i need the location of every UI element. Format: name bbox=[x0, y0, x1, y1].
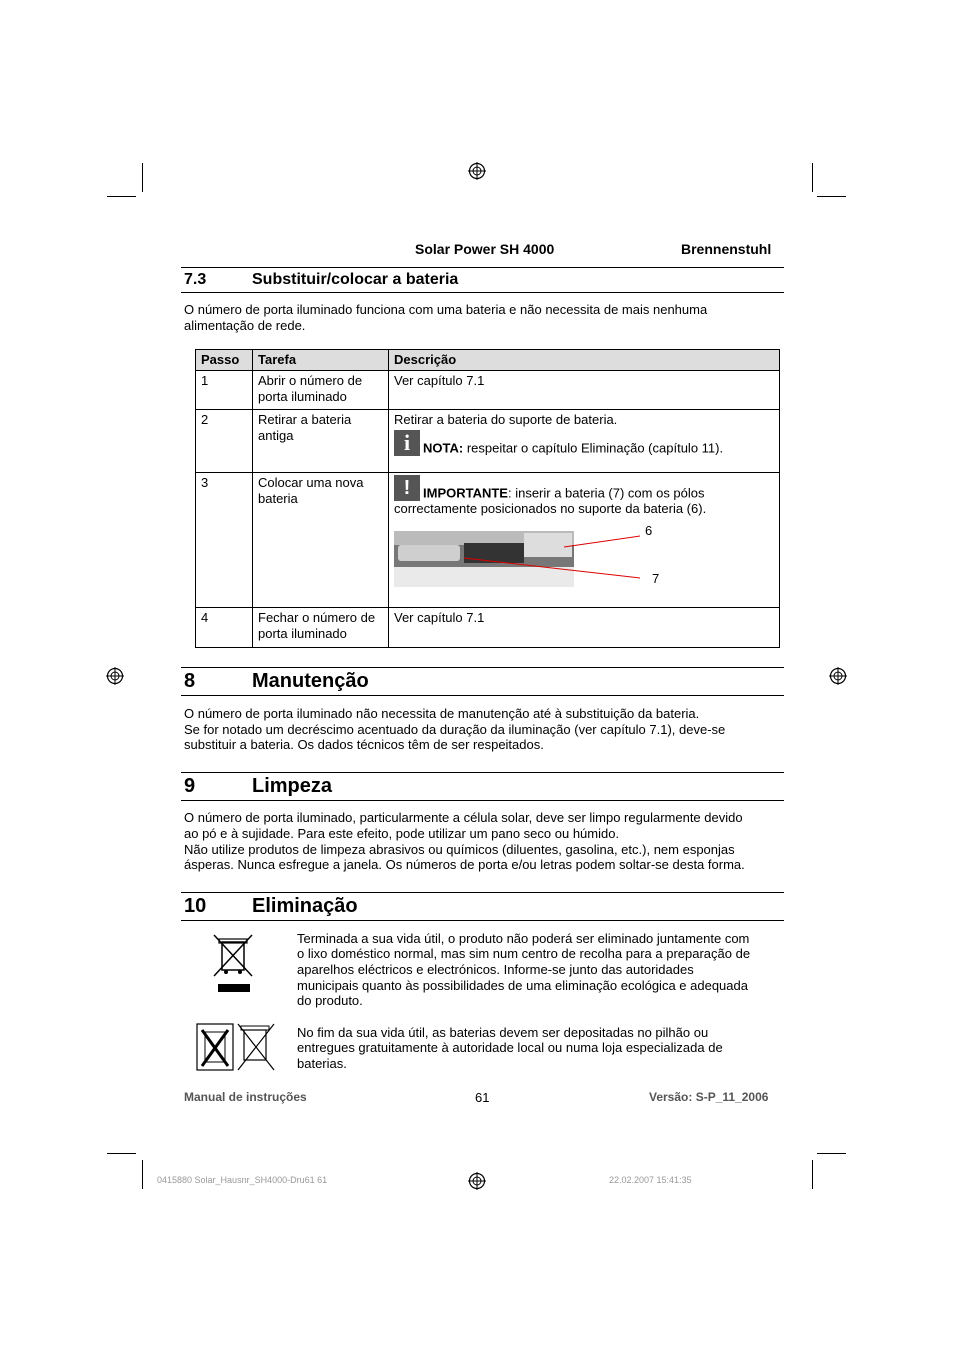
table-header-row bbox=[196, 350, 780, 371]
crop-mark bbox=[817, 1153, 846, 1154]
section-title: Manutenção bbox=[252, 670, 369, 692]
task-cell: Fechar o número de porta iluminado bbox=[253, 608, 389, 648]
description-text: Retirar a bateria do suporte de bateria. bbox=[394, 412, 618, 427]
paragraph-line: ao pó e à sujidade. Para este efeito, pode utilizar um pano seco ou húmido. bbox=[184, 826, 620, 841]
callout-label: 7 bbox=[652, 570, 660, 586]
paragraph-line: Terminada a sua vida útil, o produto não poderá ser eliminado juntamente com bbox=[297, 931, 750, 946]
section-number: 7.3 bbox=[184, 271, 207, 288]
paragraph-line: aparelhos eléctricos e electrónicos. Informe-se junto das autoridades bbox=[297, 962, 694, 977]
description-cell: Ver capítulo 7.1 bbox=[389, 608, 780, 648]
print-datetime: 22.02.2007 15:41:35 bbox=[609, 1175, 692, 1185]
task-cell: Retirar a bateria antiga bbox=[253, 410, 389, 473]
divider bbox=[181, 267, 784, 268]
step-cell: 4 bbox=[196, 608, 253, 648]
registration-mark-icon bbox=[468, 1172, 486, 1190]
crop-mark bbox=[812, 163, 813, 192]
header-brand: Brennenstuhl bbox=[681, 241, 772, 257]
column-header: Passo bbox=[196, 350, 253, 371]
section-title: Eliminação bbox=[252, 895, 358, 917]
table-row bbox=[196, 371, 780, 410]
important-label: IMPORTANTE bbox=[423, 485, 508, 501]
section-title: Substituir/colocar a bateria bbox=[252, 271, 459, 288]
description-cell: Ver capítulo 7.1 bbox=[389, 371, 780, 410]
callout-label: 6 bbox=[645, 522, 653, 538]
task-cell: Colocar uma nova bateria bbox=[253, 473, 389, 608]
divider bbox=[181, 920, 784, 921]
battery-figure bbox=[394, 523, 774, 593]
paragraph-line: No fim da sua vida útil, as baterias devem ser depositadas no pilhão ou bbox=[297, 1025, 709, 1040]
steps-table bbox=[195, 349, 780, 648]
paragraph-line: O número de porta iluminado, particularmente a célula solar, deve ser limpo regularmente devido bbox=[184, 810, 743, 825]
registration-mark-icon bbox=[829, 667, 847, 685]
header-product: Solar Power SH 4000 bbox=[415, 241, 555, 257]
registration-mark-icon bbox=[468, 162, 486, 180]
divider bbox=[181, 667, 784, 668]
crop-mark bbox=[812, 1160, 813, 1189]
divider bbox=[181, 695, 784, 696]
description-cell bbox=[389, 473, 780, 608]
info-icon: i bbox=[394, 430, 420, 456]
task-cell: Abrir o número de porta iluminado bbox=[253, 371, 389, 410]
divider bbox=[181, 772, 784, 773]
print-file-info: 0415880 Solar_Hausnr_SH4000-Dru61 61 bbox=[157, 1175, 328, 1185]
table-row bbox=[196, 410, 780, 473]
paragraph-line: baterias. bbox=[297, 1056, 347, 1071]
table-row bbox=[196, 473, 780, 608]
footer-manual: Manual de instruções bbox=[184, 1090, 307, 1104]
column-header: Tarefa bbox=[253, 350, 389, 371]
section-number: 8 bbox=[184, 670, 196, 692]
step-cell: 1 bbox=[196, 371, 253, 410]
paragraph-line: substituir a bateria. Os dados técnicos têm de ser respeitados. bbox=[184, 737, 544, 752]
weee-bin-icon bbox=[212, 932, 256, 994]
battery-disposal-icon bbox=[196, 1022, 278, 1072]
registration-mark-icon bbox=[106, 667, 124, 685]
paragraph-line: ásperas. Nunca esfregue a janela. Os números de porta e/ou letras podem soltar-se desta forma. bbox=[184, 857, 745, 872]
crop-mark bbox=[142, 163, 143, 192]
paragraph-line: municipais quanto às possibilidades de uma eliminação ecológica e adequada bbox=[297, 978, 748, 993]
paragraph-line: O número de porta iluminado não necessita de manutenção até à substituição da bateria. bbox=[184, 706, 700, 721]
footer-version: Versão: S-P_11_2006 bbox=[649, 1090, 769, 1104]
crop-mark bbox=[107, 196, 136, 197]
divider bbox=[181, 292, 784, 293]
paragraph-line: o lixo doméstico normal, mas sim num centro de recolha para a preparação de bbox=[297, 946, 751, 961]
warning-icon: ! bbox=[394, 475, 420, 501]
step-cell: 3 bbox=[196, 473, 253, 608]
table-row bbox=[196, 608, 780, 648]
note-text: respeitar o capítulo Eliminação (capítulo 11). bbox=[463, 440, 724, 455]
divider bbox=[181, 892, 784, 893]
paragraph-line: alimentação de rede. bbox=[184, 318, 306, 333]
important-text: : inserir a bateria (7) com os pólos correctamente posicionados no suporte da bateria (6). bbox=[394, 485, 707, 516]
section-number: 10 bbox=[184, 895, 207, 917]
crop-mark bbox=[142, 1160, 143, 1189]
column-header: Descrição bbox=[389, 350, 780, 371]
step-cell: 2 bbox=[196, 410, 253, 473]
paragraph-line: do produto. bbox=[297, 993, 363, 1008]
section-number: 9 bbox=[184, 775, 196, 797]
divider bbox=[181, 800, 784, 801]
paragraph-line: O número de porta iluminado funciona com uma bateria e não necessita de mais nenhuma bbox=[184, 302, 708, 317]
crop-mark bbox=[107, 1153, 136, 1154]
note-label: NOTA: bbox=[423, 440, 464, 455]
paragraph-line: entregues gratuitamente à autoridade local ou numa loja especializada de bbox=[297, 1040, 723, 1055]
battery-holder-photo bbox=[394, 523, 664, 589]
description-cell bbox=[389, 410, 780, 473]
crop-mark bbox=[817, 196, 846, 197]
paragraph-line: Se for notado um decréscimo acentuado da duração da iluminação (ver capítulo 7.1), deve-se bbox=[184, 722, 726, 737]
paragraph-line: Não utilize produtos de limpeza abrasivos ou químicos (diluentes, gasolina, etc.), nem esponjas bbox=[184, 842, 735, 857]
page-number: 61 bbox=[475, 1090, 490, 1105]
section-title: Limpeza bbox=[252, 775, 333, 797]
